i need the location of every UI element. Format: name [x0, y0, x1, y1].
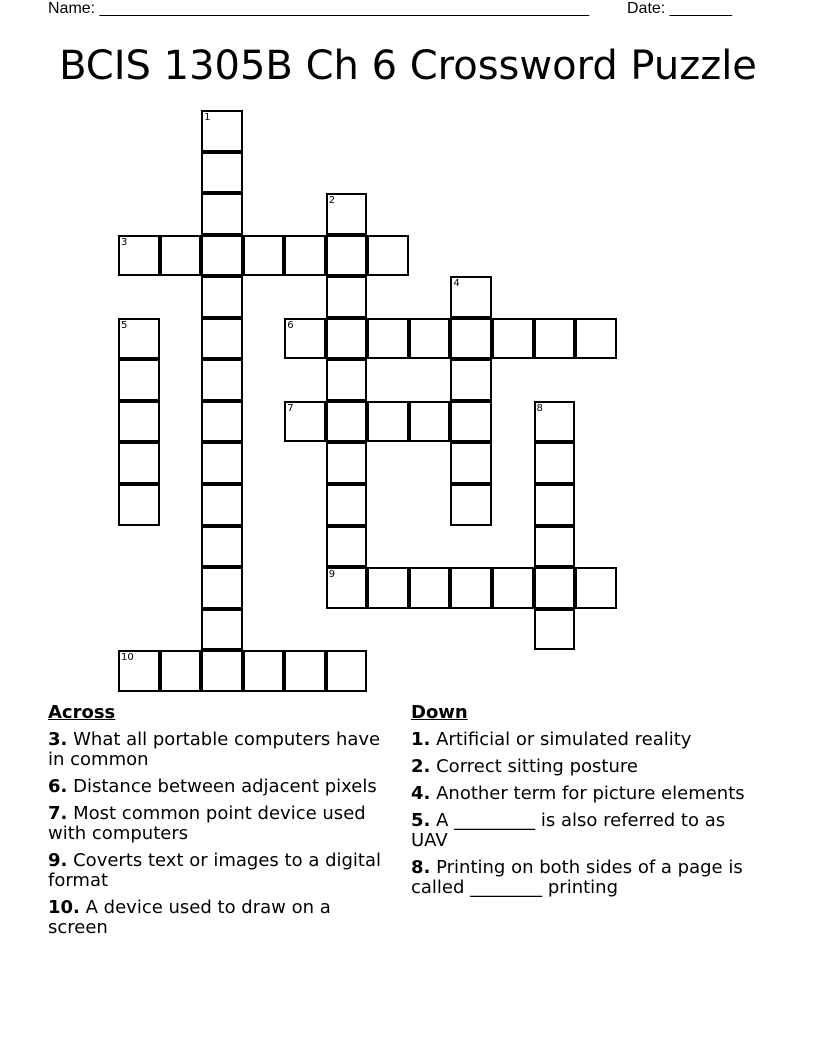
grid-cell[interactable] — [284, 318, 326, 360]
clue-across — [48, 851, 388, 891]
clue-number-label: 5 — [121, 319, 128, 331]
grid-cell[interactable] — [326, 235, 368, 277]
grid-cell[interactable] — [326, 276, 368, 318]
grid-cell[interactable] — [326, 442, 368, 484]
clue-across — [48, 898, 388, 938]
grid-cell[interactable] — [201, 110, 243, 152]
grid-cell[interactable] — [450, 442, 492, 484]
grid-cell[interactable] — [201, 359, 243, 401]
grid-cell[interactable] — [534, 567, 576, 609]
clue-number: 6. — [48, 776, 68, 797]
grid-cell[interactable] — [326, 318, 368, 360]
grid-cell[interactable] — [534, 401, 576, 443]
clue-down — [411, 757, 756, 777]
date-field-label: Date: _______ — [627, 0, 732, 17]
grid-cell[interactable] — [201, 318, 243, 360]
clue-text: Another term for picture elements — [436, 783, 745, 804]
grid-cell[interactable] — [201, 567, 243, 609]
grid-cell[interactable] — [326, 401, 368, 443]
clue-number-label: 1 — [204, 112, 211, 123]
clue-number: 2. — [411, 756, 431, 777]
grid-cell[interactable] — [492, 318, 534, 360]
grid-cell[interactable] — [450, 567, 492, 609]
grid-cell[interactable] — [118, 401, 160, 443]
grid-cell[interactable] — [118, 235, 160, 277]
clue-number-label: 7 — [287, 402, 294, 414]
grid-cell[interactable] — [201, 152, 243, 194]
clue-number-label: 3 — [121, 236, 128, 248]
clue-number-label: 9 — [328, 569, 336, 581]
clue-number-label: 10 — [121, 652, 134, 664]
grid-cell[interactable] — [492, 567, 534, 609]
grid-cell[interactable] — [118, 442, 160, 484]
clue-text: Distance between adjacent pixels — [73, 776, 377, 797]
clue-text: A device used to draw on a screen — [48, 897, 331, 938]
clue-text: Coverts text or images to a digital format — [48, 850, 382, 891]
clue-number-label: 6 — [287, 319, 294, 331]
grid-cell[interactable] — [326, 526, 368, 568]
grid-cell[interactable] — [201, 526, 243, 568]
across-clues — [48, 702, 388, 945]
clue-number-label: 8 — [536, 402, 543, 414]
clue-number: 4. — [411, 783, 431, 804]
grid-cell[interactable] — [201, 442, 243, 484]
clue-text: Most common point device used with computers — [48, 803, 366, 844]
grid-cell[interactable] — [201, 484, 243, 526]
grid-cell[interactable] — [201, 609, 243, 651]
clue-number: 9. — [48, 850, 68, 871]
clue-down — [411, 784, 756, 804]
clue-text: What all portable computers have in common — [48, 729, 381, 770]
grid-cell[interactable] — [450, 401, 492, 443]
grid-cell[interactable] — [450, 484, 492, 526]
grid-cell[interactable] — [450, 359, 492, 401]
grid-cell[interactable] — [450, 276, 492, 318]
clue-down — [411, 730, 756, 750]
grid-cell[interactable] — [118, 359, 160, 401]
grid-cell[interactable] — [409, 401, 451, 443]
name-field-label: Name: _______________________________________________________ — [48, 0, 589, 17]
grid-cell[interactable] — [534, 484, 576, 526]
clue-number: 1. — [411, 729, 431, 750]
clue-number: 7. — [48, 803, 68, 824]
clue-text: A _________ is also referred to as UAV — [411, 810, 726, 851]
clue-text: Correct sitting posture — [436, 756, 638, 777]
clue-text: Printing on both sides of a page is called ________ printing — [411, 857, 743, 898]
clue-across — [48, 730, 388, 770]
clue-across — [48, 804, 388, 844]
grid-cell[interactable] — [367, 318, 409, 360]
clue-number-label: 4 — [453, 278, 460, 290]
grid-cell[interactable] — [534, 609, 576, 651]
down-clues — [411, 702, 756, 905]
grid-cell[interactable] — [201, 276, 243, 318]
grid-cell[interactable] — [326, 484, 368, 526]
grid-cell[interactable] — [534, 318, 576, 360]
grid-cell[interactable] — [201, 235, 243, 277]
grid-cell[interactable] — [326, 193, 368, 235]
grid-cell[interactable] — [284, 401, 326, 443]
clue-number: 10. — [48, 897, 80, 918]
clue-down — [411, 811, 756, 851]
grid-cell[interactable] — [367, 401, 409, 443]
grid-cell[interactable] — [284, 650, 326, 692]
clue-across — [48, 777, 388, 797]
grid-cell[interactable] — [243, 650, 285, 692]
clue-number-label: 2 — [328, 195, 336, 207]
grid-cell[interactable] — [160, 650, 202, 692]
grid-cell[interactable] — [409, 567, 451, 609]
grid-cell[interactable] — [201, 650, 243, 692]
grid-cell[interactable] — [367, 235, 409, 277]
grid-cell[interactable] — [118, 484, 160, 526]
grid-cell[interactable] — [326, 650, 368, 692]
clue-number: 8. — [411, 857, 431, 878]
clue-number: 3. — [48, 729, 68, 750]
grid-cell[interactable] — [160, 235, 202, 277]
grid-cell[interactable] — [367, 567, 409, 609]
across-heading: Across — [48, 702, 116, 723]
grid-cell[interactable] — [118, 650, 160, 692]
grid-cell[interactable] — [326, 359, 368, 401]
grid-cell[interactable] — [201, 193, 243, 235]
grid-cell[interactable] — [284, 235, 326, 277]
grid-cell[interactable] — [201, 401, 243, 443]
grid-cell[interactable] — [409, 318, 451, 360]
grid-cell[interactable] — [243, 235, 285, 277]
down-heading: Down — [411, 702, 468, 723]
grid-cell[interactable] — [575, 567, 617, 609]
grid-cell[interactable] — [534, 526, 576, 568]
clue-text: Artificial or simulated reality — [436, 729, 692, 750]
grid-cell[interactable] — [326, 567, 368, 609]
grid-cell[interactable] — [575, 318, 617, 360]
page-title: BCIS 1305B Ch 6 Crossword Puzzle — [59, 43, 757, 89]
clue-down — [411, 858, 756, 898]
grid-cell[interactable] — [534, 442, 576, 484]
grid-cell[interactable] — [450, 318, 492, 360]
clue-number: 5. — [411, 810, 431, 831]
grid-cell[interactable] — [118, 318, 160, 360]
